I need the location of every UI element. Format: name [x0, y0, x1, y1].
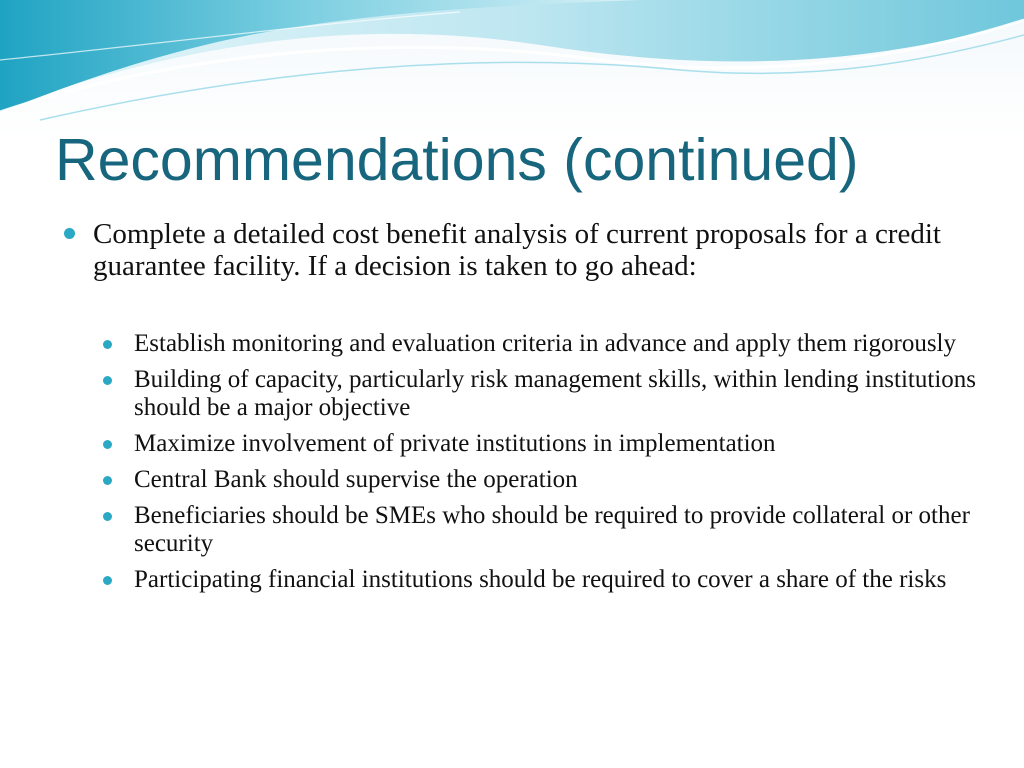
sub-bullet-item: [103, 502, 982, 558]
bullet-icon: [103, 440, 112, 449]
slide-body: [62, 218, 982, 602]
bullet-icon: [103, 512, 112, 521]
main-bullet-text: Complete a detailed cost benefit analysis of current proposals for a credit guarantee facility. If a decision is taken to go ahead:: [93, 218, 941, 282]
bullet-list: [62, 218, 982, 594]
sub-bullet-text: Maximize involvement of private institutions in implementation: [134, 430, 776, 457]
sub-bullet-item: [103, 466, 982, 494]
bullet-icon: [103, 476, 112, 485]
sub-bullet-item: [103, 330, 982, 358]
bullet-icon: [103, 576, 112, 585]
bullet-icon: [103, 340, 112, 349]
sub-bullet-text: Establish monitoring and evaluation criteria in advance and apply them rigorously: [134, 330, 956, 357]
sub-bullet-text: Central Bank should supervise the operation: [134, 466, 578, 493]
bullet-icon: [64, 228, 75, 239]
sub-bullet-text: Participating financial institutions should be required to cover a share of the risks: [134, 566, 947, 593]
sub-bullet-item: [103, 566, 982, 594]
slide-title: Recommendations (continued): [55, 127, 859, 193]
sub-bullet-text: Beneficiaries should be SMEs who should be required to provide collateral or other security: [134, 502, 970, 557]
sub-bullet-item: [103, 366, 982, 422]
bullet-icon: [103, 376, 112, 385]
sub-bullet-text: Building of capacity, particularly risk management skills, within lending institutions should be a major objective: [134, 366, 976, 421]
sub-bullet-list: [103, 330, 982, 594]
header-wave-decoration: [0, 0, 1024, 130]
sub-bullet-item: [103, 430, 982, 458]
main-bullet-item: [62, 218, 982, 594]
